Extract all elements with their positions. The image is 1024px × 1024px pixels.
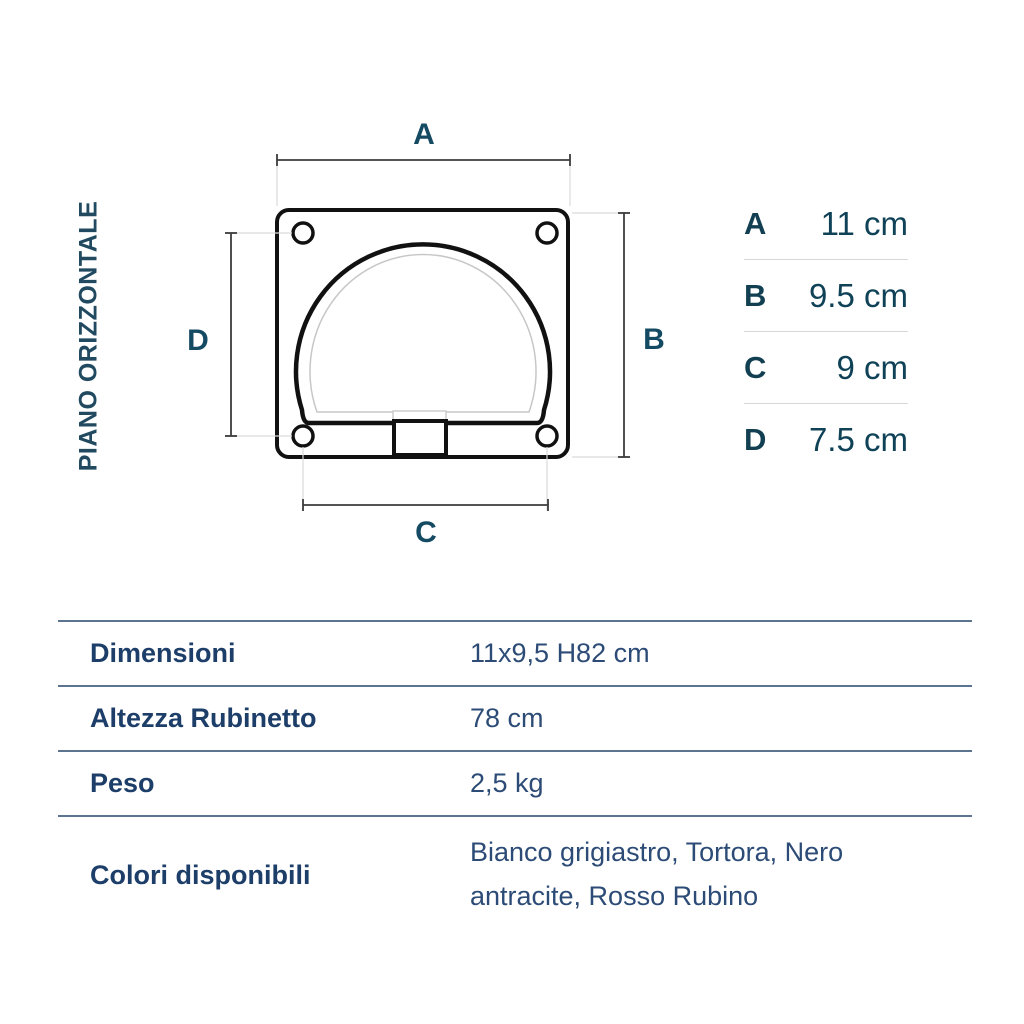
dimension-key: D	[744, 421, 767, 457]
dimension-value: 9.5 cm	[808, 276, 908, 314]
dimension-row-b	[744, 260, 908, 332]
screw-hole-bottom-right	[537, 426, 557, 446]
spec-table	[58, 620, 972, 933]
dimension-key: C	[744, 349, 767, 385]
drain-cutout	[394, 421, 446, 455]
dimension-table	[744, 188, 908, 475]
dimension-key: B	[744, 277, 767, 313]
dim-letter-c: C	[415, 516, 437, 549]
spec-label: Colori disponibili	[90, 859, 311, 890]
dim-letter-a: A	[413, 118, 435, 151]
screw-hole-top-right	[537, 223, 557, 243]
dimension-value: 7.5 cm	[808, 420, 908, 458]
technical-drawing	[140, 105, 700, 565]
spec-label: Dimensioni	[90, 638, 236, 668]
spec-label: Altezza Rubinetto	[90, 703, 317, 733]
dimension-row-d	[744, 404, 908, 475]
dimension-row-a	[744, 188, 908, 260]
spec-row-altezza-rubinetto	[58, 685, 972, 750]
dimension-line-a	[277, 154, 570, 166]
side-label-piano-orizzontale: PIANO ORIZZONTALE	[74, 200, 103, 472]
dimension-line-b	[618, 213, 630, 457]
spec-row-colori-disponibili	[58, 815, 972, 933]
dimension-row-c	[744, 332, 908, 404]
spec-label: Peso	[90, 768, 155, 798]
spec-row-peso	[58, 750, 972, 815]
dimension-key: A	[744, 205, 767, 241]
spec-value: 11x9,5 H82 cm	[470, 637, 650, 668]
dimension-line-c	[303, 499, 548, 511]
dim-letter-b: B	[643, 323, 665, 356]
spec-value: 78 cm	[470, 702, 544, 733]
dimension-value: 9 cm	[836, 348, 908, 386]
dim-letter-d: D	[187, 324, 209, 357]
screw-hole-bottom-left	[293, 426, 313, 446]
screw-hole-top-left	[293, 223, 313, 243]
spec-value: 2,5 kg	[470, 767, 544, 798]
spec-row-dimensioni	[58, 620, 972, 685]
spec-value: Bianco grigiastro, Tortora, Nero antracite, Rosso Rubino	[470, 837, 844, 911]
dimension-value: 11 cm	[820, 204, 908, 242]
dimension-line-d	[225, 233, 237, 436]
